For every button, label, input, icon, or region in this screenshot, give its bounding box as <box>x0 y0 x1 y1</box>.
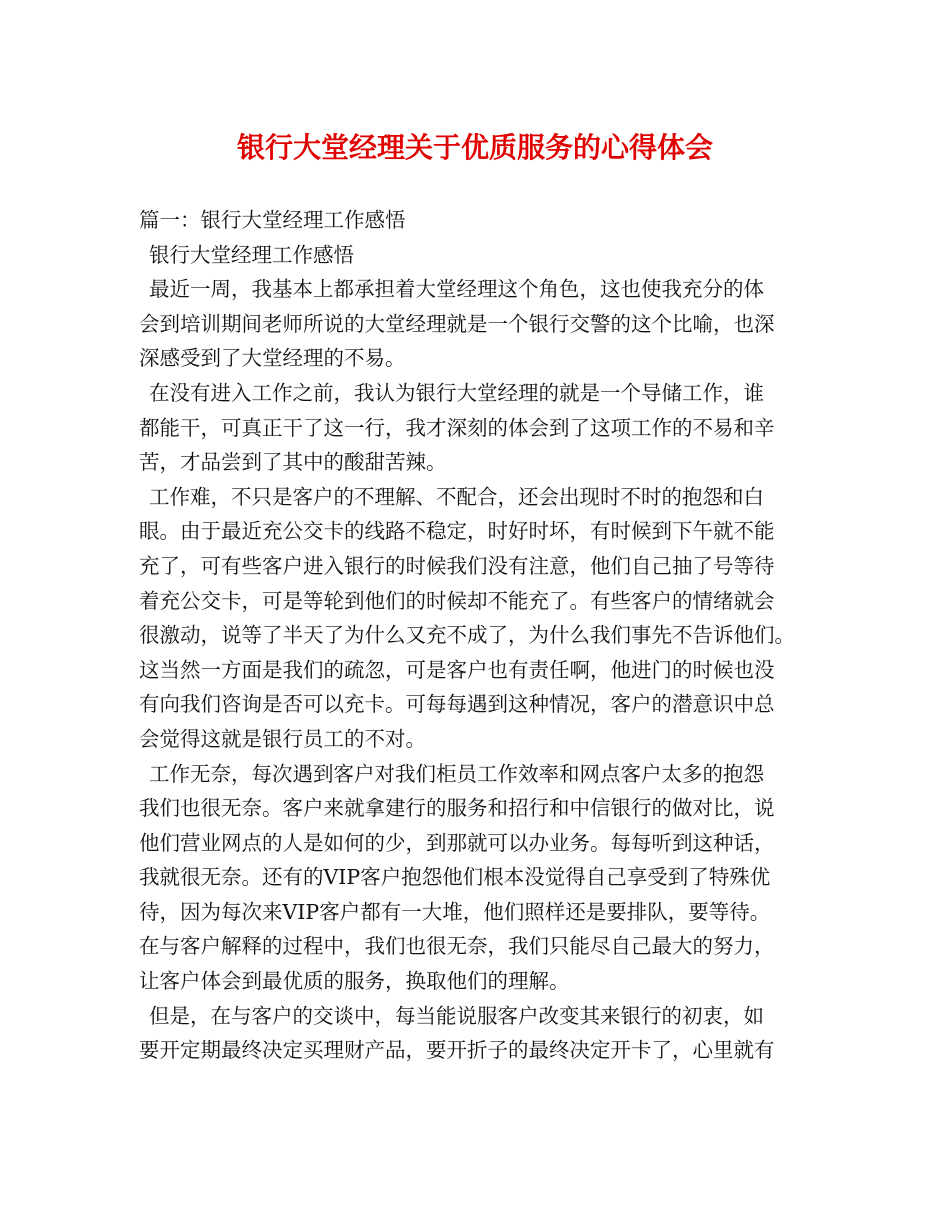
text-line: 很激动，说等了半天了为什么又充不成了，为什么我们事先不告诉他们。 <box>139 623 795 648</box>
text-line: 充了，可有些客户进入银行的时候我们没有注意，他们自己抽了号等待 <box>139 553 775 578</box>
text-line: 这当然一方面是我们的疏忽，可是客户也有责任啊，他进门的时候也没 <box>139 657 775 682</box>
text-line: 都能干，可真正干了这一行，我才深刻的体会到了这项工作的不易和辛 <box>139 415 775 440</box>
text-line: 他们营业网点的人是如何的少，到那就可以办业务。每每听到这种话， <box>139 830 775 855</box>
text-line: 有向我们咨询是否可以充卡。可每每遇到这种情况，客户的潜意识中总 <box>139 692 775 717</box>
text-line: 我们也很无奈。客户来就拿建行的服务和招行和中信银行的做对比，说 <box>139 796 775 821</box>
text-line: 工作难，不只是客户的不理解、不配合，还会出现时不时的抱怨和白 <box>149 484 764 509</box>
text-line: 但是，在与客户的交谈中，每当能说服客户改变其来银行的初衷，如 <box>149 1003 764 1028</box>
text-line: 在与客户解释的过程中，我们也很无奈，我们只能尽自己最大的努力， <box>139 934 775 959</box>
text-line: 待，因为每次来VIP客户都有一大堆，他们照样还是要排队，要等待。 <box>139 899 771 924</box>
text-line: 最近一周，我基本上都承担着大堂经理这个角色，这也使我充分的体 <box>149 277 764 302</box>
text-line: 会到培训期间老师所说的大堂经理就是一个银行交警的这个比喻，也深 <box>139 311 775 336</box>
text-line: 着充公交卡，可是等轮到他们的时候却不能充了。有些客户的情绪就会 <box>139 588 775 613</box>
document-title: 银行大堂经理关于优质服务的心得体会 <box>236 131 713 164</box>
text-line: 眼。由于最近充公交卡的线路不稳定，时好时坏，有时候到下午就不能 <box>139 519 775 544</box>
text-line: 苦，才品尝到了其中的酸甜苦辣。 <box>139 450 447 475</box>
text-line: 我就很无奈。还有的VIP客户抱怨他们根本没觉得自己享受到了特殊优 <box>139 865 771 890</box>
text-line: 篇一：银行大堂经理工作感悟 <box>139 208 406 232</box>
text-line: 工作无奈，每次遇到客户对我们柜员工作效率和网点客户太多的抱怨 <box>149 761 764 786</box>
text-line: 银行大堂经理工作感悟 <box>149 242 354 267</box>
text-line: 在没有进入工作之前，我认为银行大堂经理的就是一个导储工作，谁 <box>149 380 764 405</box>
text-line: 要开定期最终决定买理财产品，要开折子的最终决定开卡了，心里就有 <box>139 1038 775 1063</box>
text-line: 让客户体会到最优质的服务，换取他们的理解。 <box>139 969 570 994</box>
text-line: 深感受到了大堂经理的不易。 <box>139 346 406 371</box>
document-body <box>139 203 819 1068</box>
text-line: 会觉得这就是银行员工的不对。 <box>139 726 426 751</box>
